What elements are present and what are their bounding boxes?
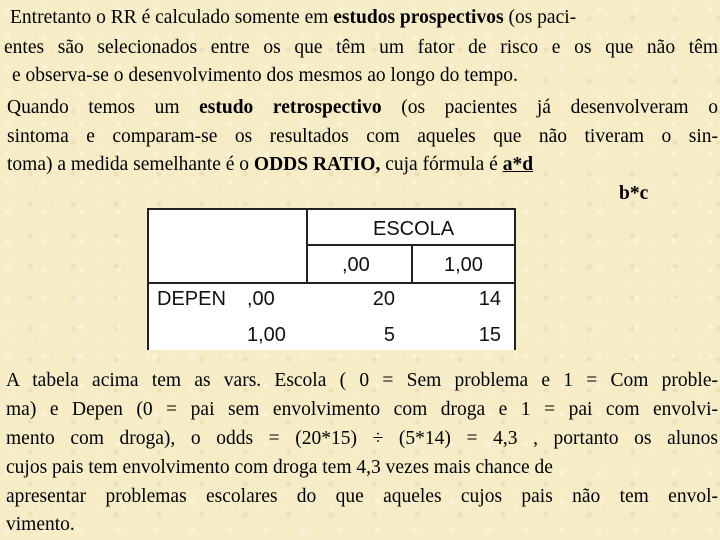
row-0-value-0: 20	[372, 288, 395, 310]
table-left-border	[147, 208, 149, 350]
p3-line-4	[6, 456, 553, 480]
p2-text-2: sintoma e comparam-se os resultados com aqueles que não tiveram o sin-	[7, 126, 718, 147]
row-0-value-1: 14	[478, 288, 501, 310]
p3-text-3: mento com droga), o odds = (20*15) ÷ (5*14) = 4,3 , portanto os alunos	[6, 428, 718, 449]
p1-text-2: entes são selecionados entre os que têm um fator de risco e os que não têm	[4, 37, 718, 58]
p1-line-3	[12, 64, 518, 88]
p2-text-end: (os pacientes já desenvolveram o	[381, 97, 718, 118]
p2-text-3b: cuja fórmula é	[380, 154, 503, 175]
p1-line-1	[10, 6, 716, 30]
p3-line-3	[6, 427, 718, 451]
formula-numerator: a*d	[502, 154, 534, 175]
row-0-label: ,00	[247, 288, 275, 310]
odds-ratio-term: ODDS RATIO,	[253, 154, 381, 175]
p1-text: Entretanto o RR é calculado somente em	[10, 7, 334, 28]
p3-text-6: vimento.	[6, 514, 75, 535]
p3-text-1: A tabela acima tem as vars. Escola ( 0 = Sem problema e 1 = Com proble-	[6, 370, 718, 391]
p2-text: Quando temos um	[7, 97, 200, 118]
crosstab-table	[147, 208, 516, 350]
p3-line-2	[6, 398, 718, 422]
formula-denominator: b*c	[619, 183, 649, 204]
col-var-label: ESCOLA	[373, 218, 455, 240]
row-1-value-1: 15	[478, 324, 501, 346]
row-var-label: DEPEN	[157, 288, 226, 310]
p3-line-1	[6, 369, 718, 393]
p1-line-2	[4, 36, 718, 60]
table-col-divider	[411, 244, 413, 283]
p2-line-3	[7, 153, 533, 177]
col-value-1: 1,00	[444, 254, 483, 276]
table-body-rule	[147, 282, 516, 284]
p3-line-5	[6, 485, 718, 509]
formula-denominator-line	[619, 182, 648, 206]
p2-line-2	[7, 125, 718, 149]
p3-text-2: ma) e Depen (0 = pai sem envolvimento com droga e 1 = pai com envolvi-	[6, 399, 718, 420]
p1-text-3: e observa-se o desenvolvimento dos mesmos ao longo do tempo.	[12, 65, 518, 86]
table-right-border	[514, 208, 516, 350]
p1-text-end: (os paci-	[503, 7, 577, 28]
p3-text-4: cujos pais tem envolvimento com droga tem 4,3 vezes mais chance de	[6, 457, 553, 478]
p2-line-1	[7, 96, 718, 120]
row-1-label: 1,00	[247, 324, 286, 346]
p1-bold-prospectivos: estudos prospectivos	[333, 7, 504, 28]
row-1-value-0: 5	[383, 324, 395, 346]
col-value-0: ,00	[342, 254, 370, 276]
p2-text-3: toma) a medida semelhante é o	[7, 154, 254, 175]
table-top-border	[147, 208, 516, 210]
p3-text-5: apresentar problemas escolares do que aqueles cujos pais não tem envol-	[6, 486, 718, 507]
p3-line-6	[6, 513, 75, 537]
p2-bold-retrospectivo: estudo retrospectivo	[199, 97, 382, 118]
